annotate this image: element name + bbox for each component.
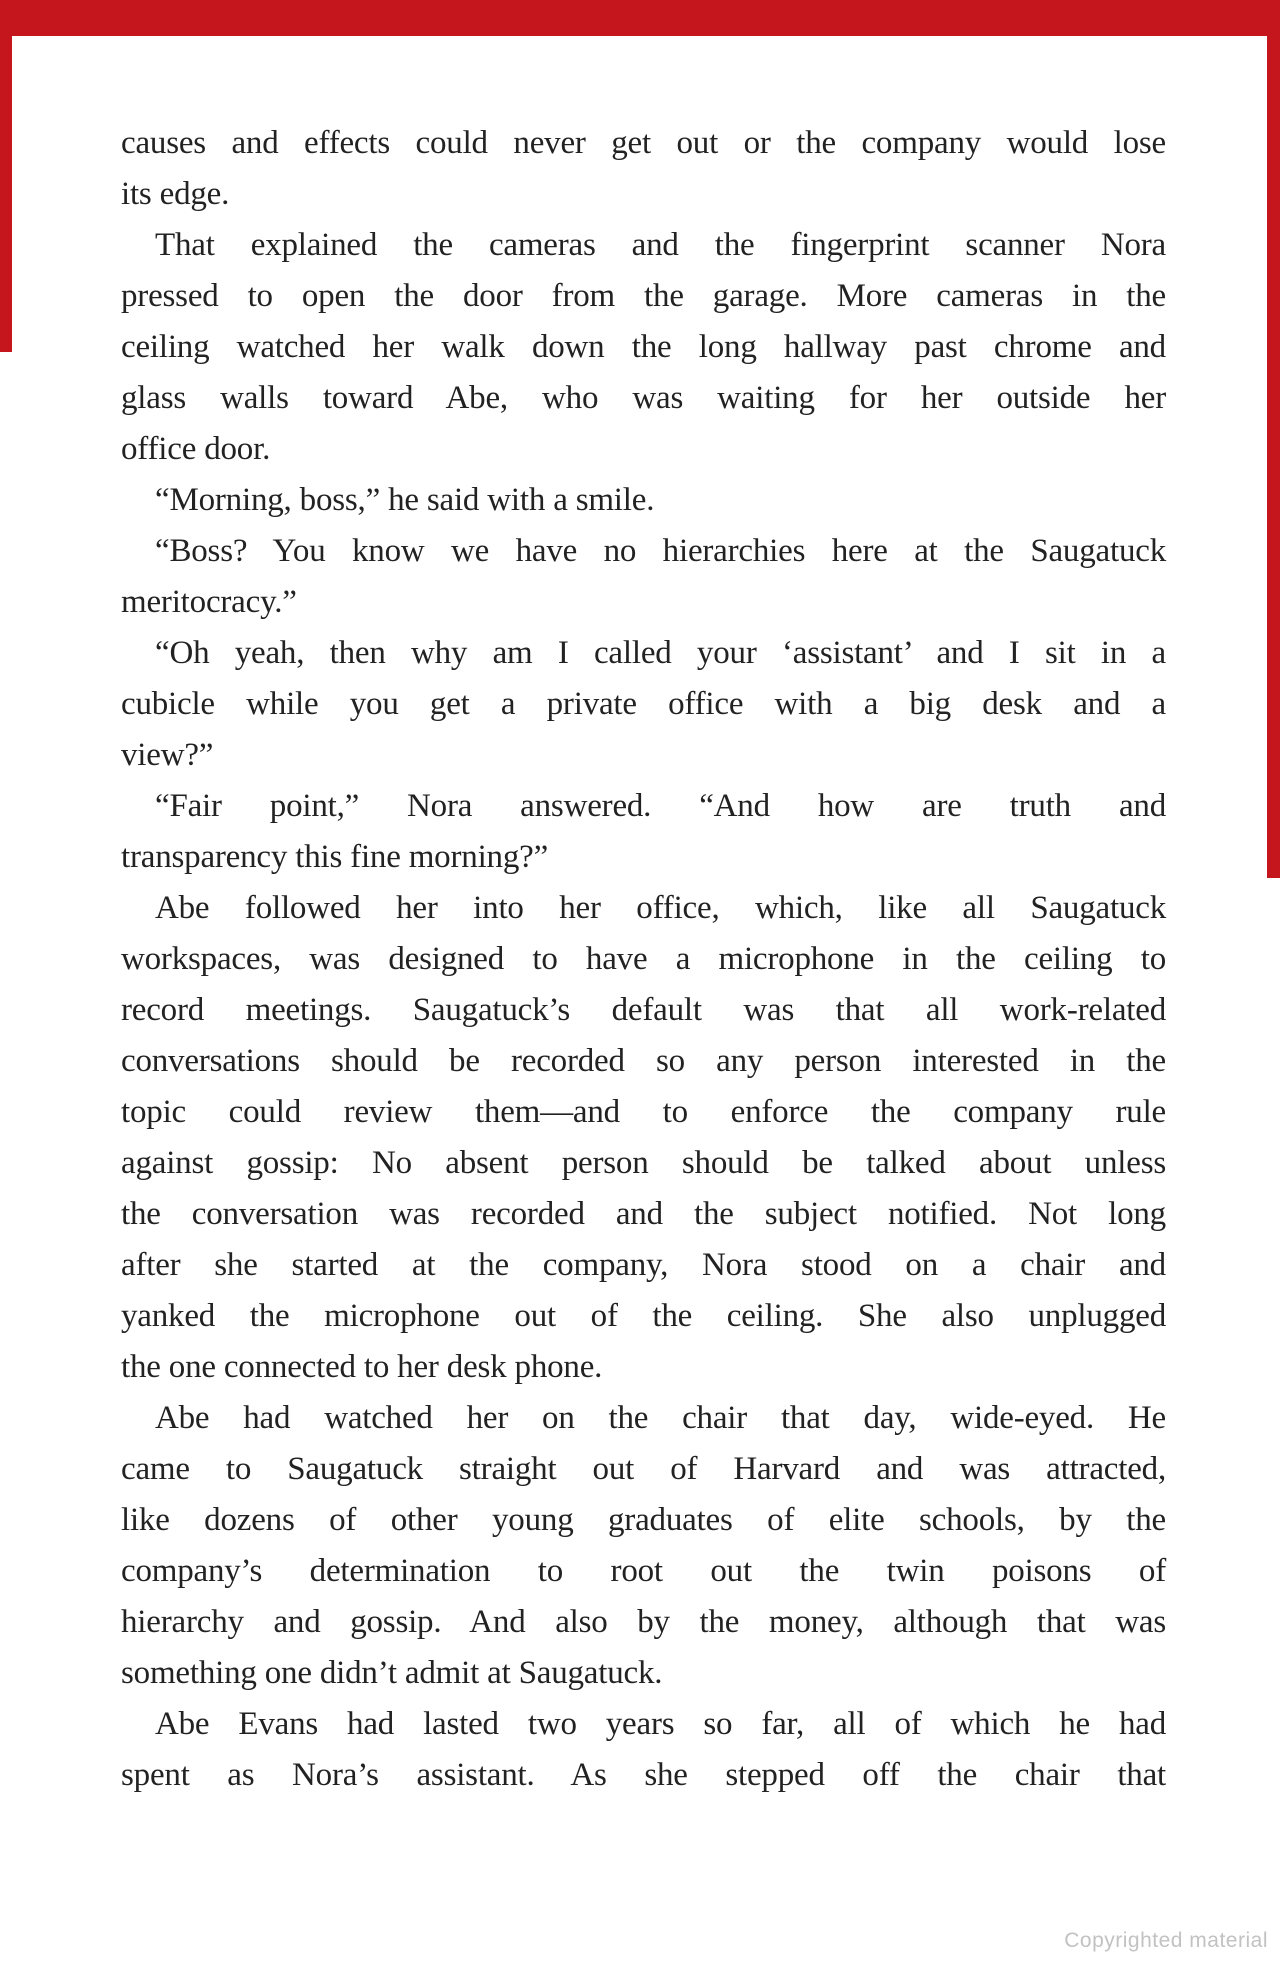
text-line: workspaces, was designed to have a microphone in the ceiling to — [121, 941, 1166, 977]
book-cover-edge-left — [0, 0, 12, 352]
text-line: view?” — [121, 737, 214, 773]
text-line: “Morning, boss,” he said with a smile. — [155, 482, 655, 518]
text-line: glass walls toward Abe, who was waiting for her outside her — [121, 380, 1166, 416]
text-line: That explained the cameras and the fingerprint scanner Nora — [155, 227, 1166, 263]
page-text — [121, 118, 1166, 1801]
text-line: something one didn’t admit at Saugatuck. — [121, 1655, 663, 1691]
copyright-watermark: Copyrighted material — [1064, 1929, 1268, 1952]
text-line: the conversation was recorded and the subject notified. Not long — [121, 1196, 1166, 1232]
text-line: record meetings. Saugatuck’s default was that all work-related — [121, 992, 1166, 1028]
text-line: cubicle while you get a private office with a big desk and a — [121, 686, 1166, 722]
text-line: office door. — [121, 431, 271, 467]
book-cover-edge-right — [1267, 0, 1280, 878]
text-line: causes and effects could never get out or the company would lose — [121, 125, 1166, 161]
text-line: meritocracy.” — [121, 584, 297, 620]
text-line: against gossip: No absent person should be talked about unless — [121, 1145, 1166, 1181]
text-line: ceiling watched her walk down the long hallway past chrome and — [121, 329, 1166, 365]
text-line: yanked the microphone out of the ceiling. She also unplugged — [121, 1298, 1166, 1334]
text-line: its edge. — [121, 176, 230, 212]
text-line: came to Saugatuck straight out of Harvard and was attracted, — [121, 1451, 1166, 1487]
text-line: Abe Evans had lasted two years so far, all of which he had — [155, 1706, 1166, 1742]
text-line: Abe followed her into her office, which, like all Saugatuck — [155, 890, 1166, 926]
text-line: conversations should be recorded so any person interested in the — [121, 1043, 1166, 1079]
text-line: pressed to open the door from the garage. More cameras in the — [121, 278, 1166, 314]
book-cover-edge-top — [0, 0, 1280, 36]
text-line: “Boss? You know we have no hierarchies here at the Saugatuck — [155, 533, 1166, 569]
text-line: “Fair point,” Nora answered. “And how are truth and — [155, 788, 1166, 824]
text-line: company’s determination to root out the twin poisons of — [121, 1553, 1166, 1589]
text-line: after she started at the company, Nora stood on a chair and — [121, 1247, 1166, 1283]
text-line: topic could review them—and to enforce the company rule — [121, 1094, 1166, 1130]
text-line: like dozens of other young graduates of elite schools, by the — [121, 1502, 1166, 1538]
text-line: hierarchy and gossip. And also by the money, although that was — [121, 1604, 1166, 1640]
text-line: the one connected to her desk phone. — [121, 1349, 603, 1385]
text-line: Abe had watched her on the chair that day, wide-eyed. He — [155, 1400, 1166, 1436]
text-line: “Oh yeah, then why am I called your ‘assistant’ and I sit in a — [155, 635, 1166, 671]
text-line: transparency this fine morning?” — [121, 839, 549, 875]
text-line: spent as Nora’s assistant. As she stepped off the chair that — [121, 1757, 1166, 1793]
